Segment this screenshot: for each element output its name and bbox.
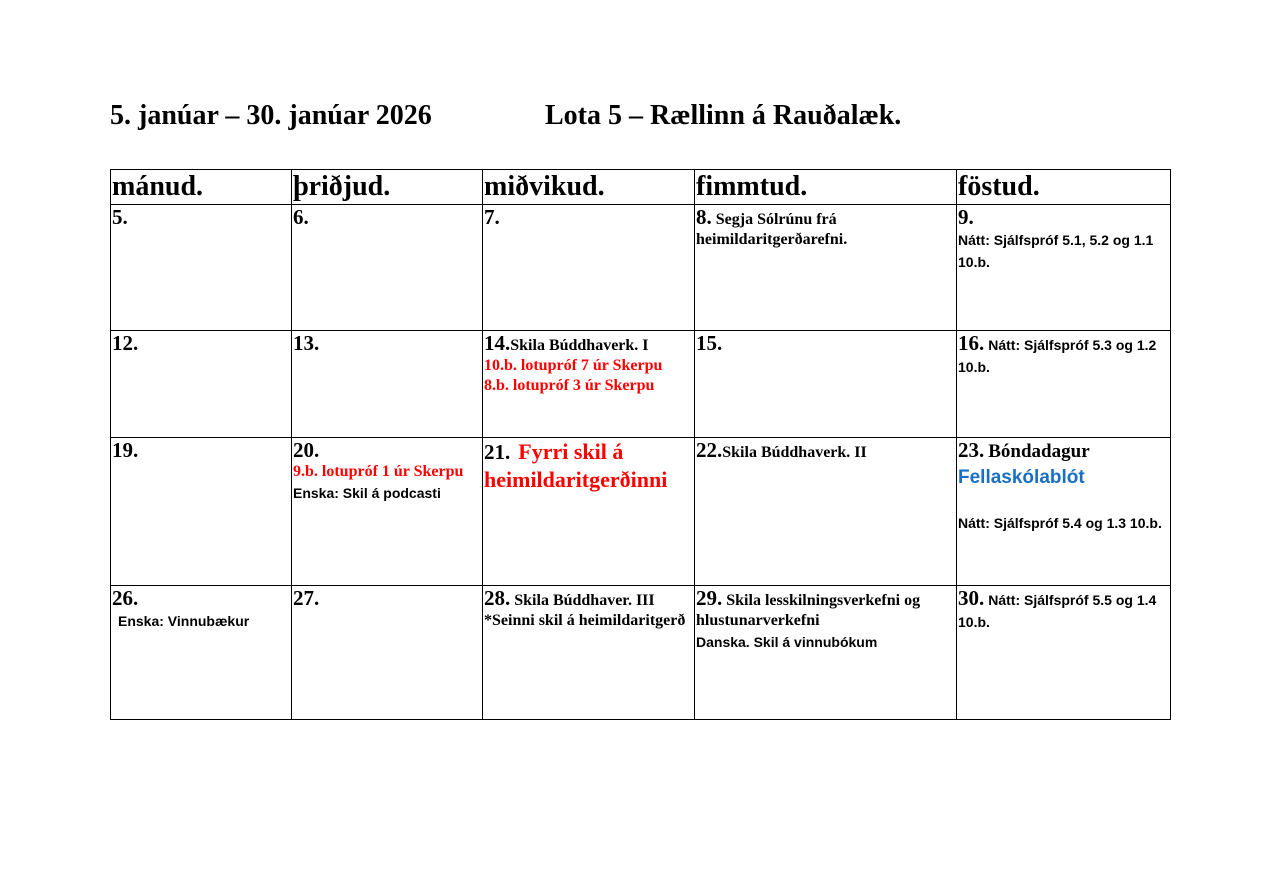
day-cell <box>292 205 483 331</box>
day-cell <box>111 205 292 331</box>
day-cell <box>957 586 1171 720</box>
calendar-table <box>110 169 1171 720</box>
day-cell <box>957 438 1171 586</box>
day-note: Danska. Skil á vinnubókum <box>696 634 878 650</box>
day-cell <box>957 205 1171 331</box>
header-row <box>111 170 1171 205</box>
day-note: Bóndadagur <box>988 441 1090 462</box>
day-cell <box>483 586 695 720</box>
day-cell <box>292 438 483 586</box>
day-note: Enska: Vinnubækur <box>118 613 250 629</box>
day-number: 7. <box>484 205 500 229</box>
day-cell <box>111 438 292 586</box>
day-number: 14. <box>484 331 511 355</box>
week-row <box>111 586 1171 720</box>
day-number: 15. <box>696 331 723 355</box>
day-number: 8. <box>696 205 712 229</box>
day-cell <box>292 586 483 720</box>
day-cell <box>292 331 483 438</box>
title-dates: 5. janúar – 30. janúar 2026 <box>110 100 432 131</box>
day-note: *Seinni skil á heimildaritgerð <box>484 612 686 629</box>
event-note: Fellaskólablót <box>958 467 1085 488</box>
deadline-note: Fyrri skil á heimildaritgerðinni <box>484 439 668 492</box>
title-lota: Lota 5 – Rællinn á Rauðalæk. <box>545 100 902 131</box>
day-note: Enska: Skil á podcasti <box>293 485 441 501</box>
day-number: 23. <box>958 438 985 462</box>
day-cell <box>695 331 957 438</box>
day-cell <box>111 586 292 720</box>
week-row <box>111 205 1171 331</box>
header-thu: fimmtud. <box>695 170 957 205</box>
day-note: Nátt: Sjálfspróf 5.5 og 1.4 10.b. <box>958 592 1157 630</box>
day-note: Skila lesskilningsverkefni og hlustunarverkefni <box>696 592 921 629</box>
day-number: 19. <box>112 438 139 462</box>
day-cell <box>957 331 1171 438</box>
day-note: Nátt: Sjálfspróf 5.1, 5.2 og 1.1 10.b. <box>958 232 1154 270</box>
header-tue: þriðjud. <box>292 170 483 205</box>
day-number: 13. <box>293 331 320 355</box>
day-note: Skila Búddhaverk. II <box>722 444 867 461</box>
day-number: 26. <box>112 586 139 610</box>
day-note: Nátt: Sjálfspróf 5.3 og 1.2 10.b. <box>958 337 1157 375</box>
day-number: 29. <box>696 586 723 610</box>
header-fri: föstud. <box>957 170 1171 205</box>
day-cell <box>483 331 695 438</box>
day-number: 20. <box>293 438 320 462</box>
header-mon: mánud. <box>111 170 292 205</box>
test-note: 8.b. lotupróf 3 úr Skerpu <box>484 377 655 394</box>
day-number: 5. <box>112 205 128 229</box>
day-cell <box>483 438 695 586</box>
day-number: 12. <box>112 331 139 355</box>
day-cell <box>695 586 957 720</box>
day-cell <box>695 438 957 586</box>
day-number: 27. <box>293 586 320 610</box>
day-number: 6. <box>293 205 309 229</box>
day-number: 22. <box>696 438 723 462</box>
day-number: 30. <box>958 586 985 610</box>
day-cell <box>695 205 957 331</box>
day-number: 21. <box>484 440 511 464</box>
day-number: 16. <box>958 331 985 355</box>
week-row <box>111 331 1171 438</box>
week-row <box>111 438 1171 586</box>
day-number: 9. <box>958 205 974 229</box>
day-cell <box>483 205 695 331</box>
day-note: Segja Sólrúnu frá heimildaritgerðarefni. <box>696 211 848 248</box>
day-note: Skila Búddhaver. III <box>514 592 655 609</box>
test-note: 9.b. lotupróf 1 úr Skerpu <box>293 463 464 480</box>
test-note: 10.b. lotupróf 7 úr Skerpu <box>484 357 663 374</box>
day-note: Skila Búddhaverk. I <box>510 337 649 354</box>
day-note: Nátt: Sjálfspróf 5.4 og 1.3 10.b. <box>958 515 1162 531</box>
header-wed: miðvikud. <box>483 170 695 205</box>
day-cell <box>111 331 292 438</box>
day-number: 28. <box>484 586 511 610</box>
page-title <box>110 100 1170 136</box>
